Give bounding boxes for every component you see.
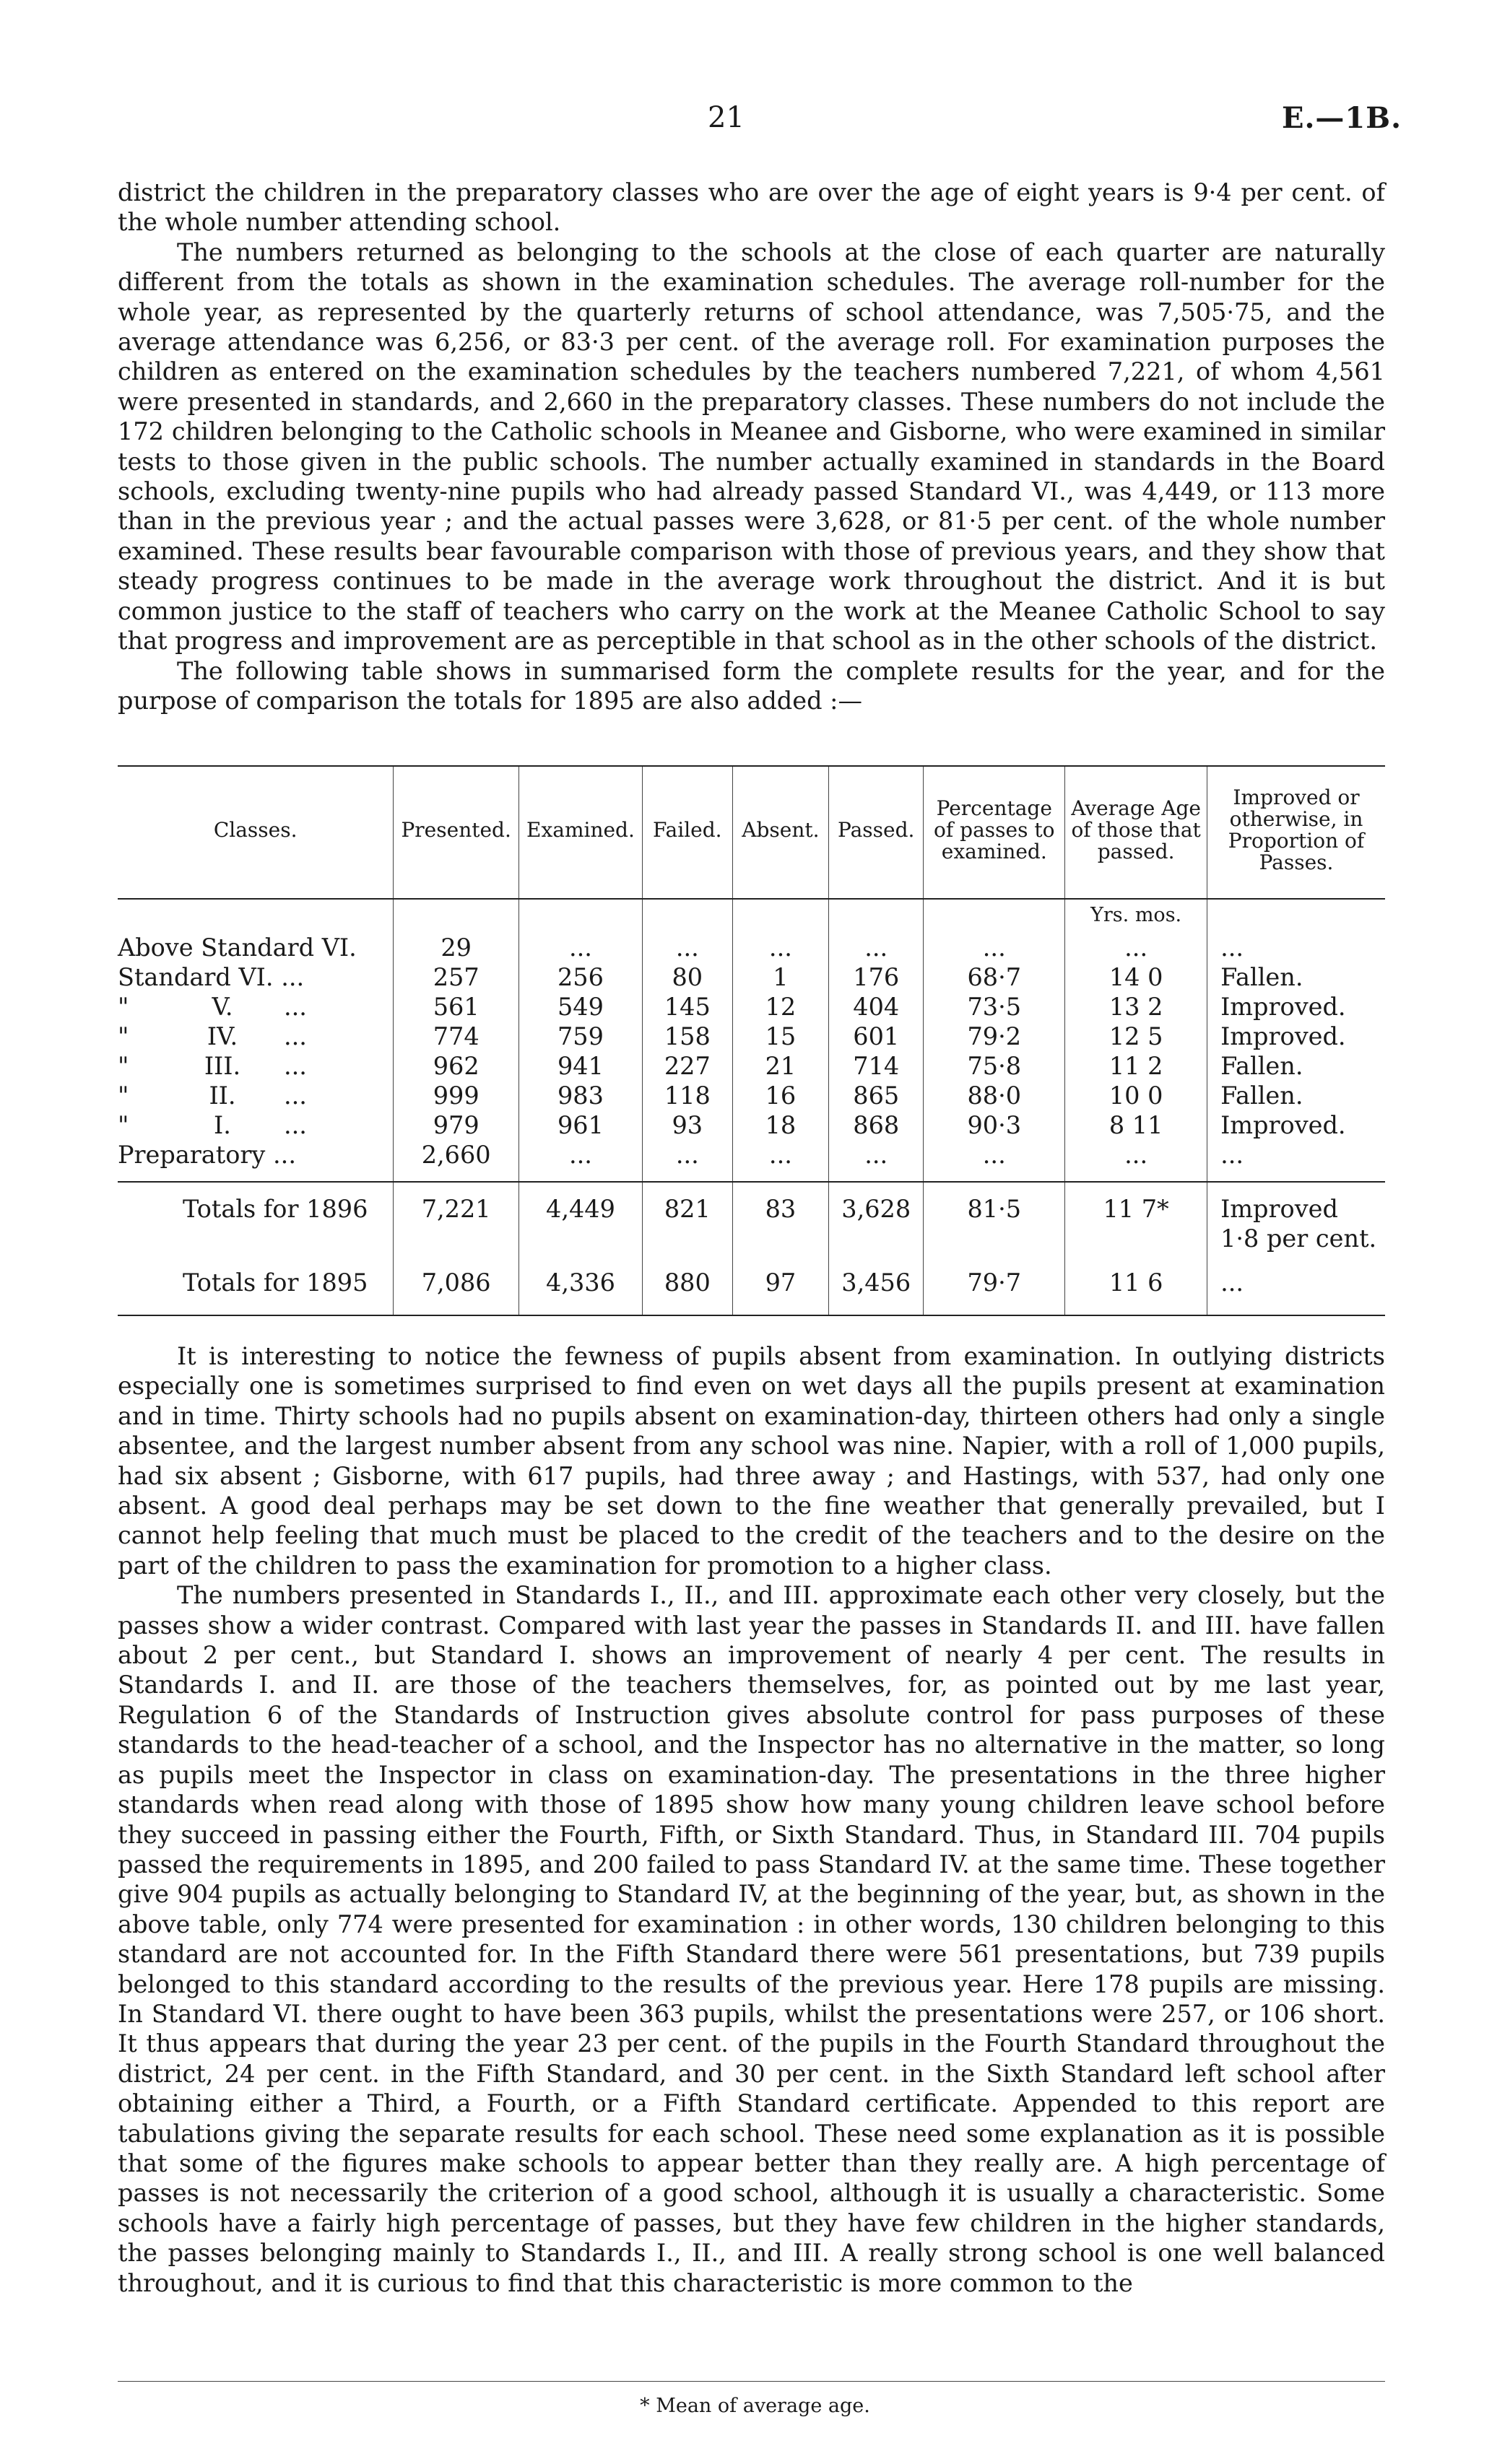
cell-average-age: 8 11: [1065, 1110, 1207, 1140]
cell-remark: Fallen.: [1207, 962, 1385, 992]
intro-text: [118, 178, 1385, 715]
table-row: [118, 930, 1385, 962]
class-name: [118, 1110, 394, 1140]
ditto-mark: ": [118, 1111, 129, 1139]
standard-number: V.: [212, 993, 233, 1021]
paragraph-absentees: It is interesting to notice the fewness of pupils absent from examination. In outlying districts especially one is sometimes surprised to find even on wet days all the pupils present at examination and in time. Thirty schools had no pupils absent on examination-day, thirteen others had only a single absentee, and the largest number absent from any school was nine. Napier, with a roll of 1,000 pupils, had six absent ; Gisborne, with 617 pupils, had three away ; and Hastings, with 537, had only one absent. A good deal perhaps may be set down to the fine weather that generally prevailed, but I cannot help feeling that much must be placed to the credit of the teachers and to the desire on the part of the children to pass the examination for promotion to a higher class.: [118, 1342, 1385, 1580]
cell-percentage: ...: [924, 930, 1065, 962]
cell-examined: 961: [519, 1110, 643, 1140]
paragraph-roll-numbers: The numbers returned as belonging to the schools at the close of each quarter are naturally different from the totals as shown in the examination schedules. The average roll-number for the whole year, as represented by the quarterly returns of school attendance, was 7,505·75, and the average attendance was 6,256, or 83·3 per cent. of the average roll. For examination purposes the children as entered on the examination schedules by the teachers numbered 7,221, of whom 4,561 were presented in standards, and 2,660 in the preparatory classes. These numbers do not include the 172 children belonging to the Catholic schools in Meanee and Gisborne, who were examined in similar tests to those given in the public schools. The number actually examined in standards in the Board schools, excluding twenty-nine pupils who had already passed Standard VI., was 4,449, or 113 more than in the previous year ; and the actual passes were 3,628, or 81·5 per cent. of the whole number examined. These results bear favourable comparison with those of previous years, and they show that steady progress continues to be made in the average work throughout the district. And it is but common justice to the staff of teachers who carry on the work at the Meanee Catholic School to say that progress and improvement are as perceptible in that school as in the other schools of the district.: [118, 238, 1385, 656]
cell-passed: 404: [829, 992, 924, 1022]
cell-average-age: 11 2: [1065, 1051, 1207, 1081]
cell-failed: 118: [642, 1081, 732, 1110]
footnote: * Mean of average age.: [640, 2395, 870, 2417]
units-row: [118, 899, 1385, 930]
standard-number: IV.: [207, 1022, 238, 1050]
class-name: [118, 1022, 394, 1051]
cell-percentage: 73·5: [924, 992, 1065, 1022]
table-row: [118, 1022, 1385, 1051]
cell-average-age: 13 2: [1065, 992, 1207, 1022]
cell-presented: 29: [394, 930, 519, 962]
class-name: [118, 1140, 394, 1182]
cell-remark: Improved.: [1207, 992, 1385, 1022]
cell-percentage: 79·2: [924, 1022, 1065, 1051]
examination-results-table: [118, 765, 1385, 1316]
standard-number: III.: [204, 1052, 241, 1080]
leader-dots: ...: [273, 1141, 296, 1169]
cell-absent: 1: [732, 962, 828, 992]
paragraph-continuation: district the children in the preparatory classes who are over the age of eight years is 9·4 per cent. of the whole number attending school.: [118, 178, 1385, 237]
totals-label: Totals for 1896: [118, 1182, 394, 1268]
cell-failed: 93: [642, 1110, 732, 1140]
cell-failed: 880: [642, 1268, 732, 1315]
ditto-mark: ": [118, 1081, 129, 1110]
table-row: [118, 1110, 1385, 1140]
leader-dots: ...: [284, 993, 307, 1021]
cell-examined: 256: [519, 962, 643, 992]
ditto-mark: ": [118, 993, 129, 1021]
cell-examined: 983: [519, 1081, 643, 1110]
cell-presented: 7,086: [394, 1268, 519, 1315]
col-header-presented: Presented.: [394, 766, 519, 899]
cell-percentage: 81·5: [924, 1182, 1065, 1268]
cell-passed: 176: [829, 962, 924, 992]
table-row: [118, 1140, 1385, 1182]
footnote-divider: [118, 2381, 1385, 2382]
ditto-mark: ": [118, 1052, 129, 1080]
cell-presented: 2,660: [394, 1140, 519, 1182]
cell-percentage: 75·8: [924, 1051, 1065, 1081]
cell-passed: 865: [829, 1081, 924, 1110]
cell-average-age: 11 7*: [1065, 1182, 1207, 1268]
cell-passed: 3,456: [829, 1268, 924, 1315]
standard-number: I.: [214, 1111, 231, 1139]
cell-examined: ...: [519, 930, 643, 962]
cell-passed: 601: [829, 1022, 924, 1051]
cell-presented: 257: [394, 962, 519, 992]
cell-examined: 759: [519, 1022, 643, 1051]
ditto-mark: ": [118, 1022, 129, 1050]
standard-number: II.: [209, 1081, 236, 1110]
col-header-classes: Classes.: [118, 766, 394, 899]
cell-failed: 80: [642, 962, 732, 992]
cell-presented: 962: [394, 1051, 519, 1081]
leader-dots: ...: [281, 963, 305, 991]
cell-presented: 979: [394, 1110, 519, 1140]
col-header-percentage: Percentage of passes to examined.: [924, 766, 1065, 899]
cell-remark: ...: [1207, 930, 1385, 962]
cell-percentage: 79·7: [924, 1268, 1065, 1315]
cell-passed: ...: [829, 930, 924, 962]
table-header-row: [118, 766, 1385, 899]
cell-failed: 227: [642, 1051, 732, 1081]
paragraph-table-intro: The following table shows in summarised form the complete results for the year, and for the purpose of comparison the totals for 1895 are also added :—: [118, 656, 1385, 715]
cell-passed: 3,628: [829, 1182, 924, 1268]
page-number: 21: [708, 101, 745, 134]
col-header-improved: Improved or otherwise, in Proportion of Passes.: [1207, 766, 1385, 899]
cell-average-age: 14 0: [1065, 962, 1207, 992]
totals-row-1895: [118, 1268, 1385, 1315]
cell-absent: 21: [732, 1051, 828, 1081]
totals-label: Totals for 1895: [118, 1268, 394, 1315]
cell-average-age: 11 6: [1065, 1268, 1207, 1315]
cell-average-age: ...: [1065, 930, 1207, 962]
cell-remark: Fallen.: [1207, 1081, 1385, 1110]
cell-absent: ...: [732, 1140, 828, 1182]
class-label: Standard VI.: [118, 963, 274, 991]
col-header-passed: Passed.: [829, 766, 924, 899]
age-units-label: Yrs. mos.: [1065, 899, 1207, 930]
cell-absent: 15: [732, 1022, 828, 1051]
leader-dots: ...: [284, 1081, 307, 1110]
col-header-absent: Absent.: [732, 766, 828, 899]
class-name: Above Standard VI.: [118, 933, 357, 962]
table-row: [118, 1081, 1385, 1110]
cell-examined: ...: [519, 1140, 643, 1182]
page-header: [0, 101, 1510, 144]
table-row: [118, 992, 1385, 1022]
col-header-failed: Failed.: [642, 766, 732, 899]
document-reference: E.—1B.: [1282, 101, 1402, 135]
cell-passed: ...: [829, 1140, 924, 1182]
cell-remark: ...: [1207, 1268, 1385, 1315]
cell-absent: 16: [732, 1081, 828, 1110]
discussion-text: [118, 1341, 1385, 2298]
totals-row-1896: [118, 1182, 1385, 1268]
cell-failed: ...: [642, 930, 732, 962]
class-name: [118, 992, 394, 1022]
paragraph-standards-analysis: The numbers presented in Standards I., II., and III. approximate each other very closely, but the passes show a wider contrast. Compared with last year the passes in Standards II. and III. have fallen about 2 per cent., but Standard I. shows an improvement of nearly 4 per cent. The results in Standards I. and II. are those of the teachers themselves, for, as pointed out by me last year, Regulation 6 of the Standards of Instruction gives absolute control for pass purposes of these standards to the head-teacher of a school, and the Inspector has no alternative in the matter, so long as pupils meet the Inspector in class on examination-day. The presentations in the three higher standards when read along with those of 1895 show how many young children leave school before they succeed in passing either the Fourth, Fifth, or Sixth Standard. Thus, in Standard III. 704 pupils passed the requirements in 1895, and 200 failed to pass Standard IV. at the same time. These together give 904 pupils as actually belonging to Standard IV, at the beginning of the year, but, as shown in the above table, only 774 were presented for examination : in other words, 130 children belonging to this standard are not accounted for. In the Fifth Standard there were 561 presentations, but 739 pupils belonged to this standard according to the results of the previous year. Here 178 pupils are missing. In Standard VI. there ought to have been 363 pupils, whilst the presentations were 257, or 106 short. It thus appears that during the year 23 per cent. of the pupils in the Fourth Standard throughout the district, 24 per cent. in the Fifth Standard, and 30 per cent. in the Sixth Standard left school after obtaining either a Third, a Fourth, or a Fifth Standard certificate. Appended to this report are tabulations giving the separate results for each school. These need some explanation as it is possible that some of the figures make schools to appear better than they really are. A high percentage of passes is not necessarily the criterion of a good school, although it is usually a characteristic. Some schools have a fairly high percentage of passes, but they have few children in the higher standards, the passes belonging mainly to Standards I., II., and III. A really strong school is one well balanced throughout, and it is curious to find that this characteristic is more common to the: [118, 1581, 1385, 2297]
cell-absent: ...: [732, 930, 828, 962]
class-name: [118, 1051, 394, 1081]
cell-absent: 12: [732, 992, 828, 1022]
cell-examined: 4,336: [519, 1268, 643, 1315]
cell-presented: 561: [394, 992, 519, 1022]
cell-examined: 549: [519, 992, 643, 1022]
cell-passed: 714: [829, 1051, 924, 1081]
class-name: [118, 962, 394, 992]
cell-absent: 97: [732, 1268, 828, 1315]
cell-average-age: ...: [1065, 1140, 1207, 1182]
col-header-average-age: Average Age of those that passed.: [1065, 766, 1207, 899]
leader-dots: ...: [284, 1022, 307, 1050]
leader-dots: ...: [284, 1111, 307, 1139]
class-label: Preparatory: [118, 1141, 266, 1169]
cell-absent: 18: [732, 1110, 828, 1140]
cell-examined: 4,449: [519, 1182, 643, 1268]
cell-examined: 941: [519, 1051, 643, 1081]
cell-failed: 145: [642, 992, 732, 1022]
cell-absent: 83: [732, 1182, 828, 1268]
class-name: [118, 1081, 394, 1110]
cell-failed: 821: [642, 1182, 732, 1268]
table-row: [118, 962, 1385, 992]
cell-failed: ...: [642, 1140, 732, 1182]
cell-percentage: ...: [924, 1140, 1065, 1182]
leader-dots: ...: [284, 1052, 307, 1080]
col-header-examined: Examined.: [519, 766, 643, 899]
cell-presented: 774: [394, 1022, 519, 1051]
cell-percentage: 90·3: [924, 1110, 1065, 1140]
cell-average-age: 10 0: [1065, 1081, 1207, 1110]
cell-average-age: 12 5: [1065, 1022, 1207, 1051]
cell-remark: Improved.: [1207, 1110, 1385, 1140]
cell-percentage: 88·0: [924, 1081, 1065, 1110]
cell-remark: Improved.: [1207, 1022, 1385, 1051]
cell-failed: 158: [642, 1022, 732, 1051]
cell-presented: 999: [394, 1081, 519, 1110]
cell-passed: 868: [829, 1110, 924, 1140]
cell-remark: Improved 1·8 per cent.: [1207, 1182, 1385, 1268]
cell-percentage: 68·7: [924, 962, 1065, 992]
table-row: [118, 1051, 1385, 1081]
cell-presented: 7,221: [394, 1182, 519, 1268]
cell-remark: Fallen.: [1207, 1051, 1385, 1081]
cell-remark: ...: [1207, 1140, 1385, 1182]
